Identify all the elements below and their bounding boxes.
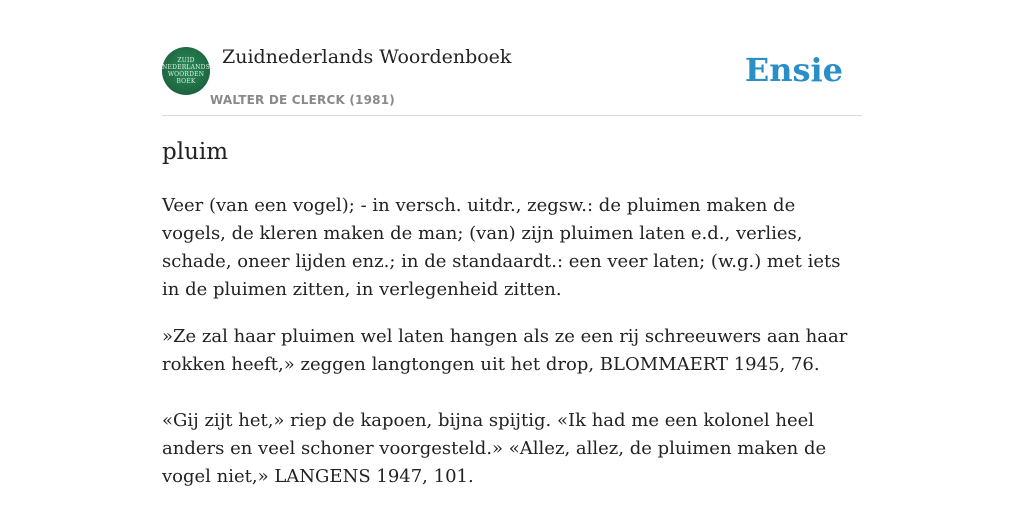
cover-text-line: ZUID (177, 57, 195, 64)
cover-text-line: WOORDEN (167, 71, 205, 78)
entry-headword: pluim (162, 139, 229, 165)
dictionary-author: WALTER DE CLERCK (1981) (210, 93, 395, 107)
entry-example-quote: »Ze zal haar pluimen wel laten hangen als ze een rij schreeuwers aan haar rokken heeft,» zeggen langtongen uit het drop, BLOMMAERT 1945, 76. (162, 326, 848, 375)
entry-definition: Veer (van een vogel); - in versch. uitdr., zegsw.: de pluimen maken de vogels, de kleren maken de man; (van) zijn pluimen laten e.d., verlies, schade, oneer lijden enz.; in de standaardt.: een veer laten; (w.g.) met iets in de pluimen zitten, in verlegenheid zitten. (162, 195, 841, 300)
book-cover-icon (162, 47, 210, 95)
ensie-logo-link[interactable]: Ensie (744, 51, 843, 89)
source-header (162, 44, 862, 116)
cover-text-line: NEDERLANDS (162, 64, 210, 71)
entry-example-quote: «Gij zijt het,» riep de kapoen, bijna spijtig. «Ik had me een kolonel heel anders en veel schoner voorgesteld.» «Allez, allez, de pluimen maken de vogel niet,» LANGENS 1947, 101. (162, 410, 827, 487)
cover-text-line: BOEK (176, 78, 196, 85)
dictionary-title: Zuidnederlands Woordenboek (222, 46, 512, 68)
